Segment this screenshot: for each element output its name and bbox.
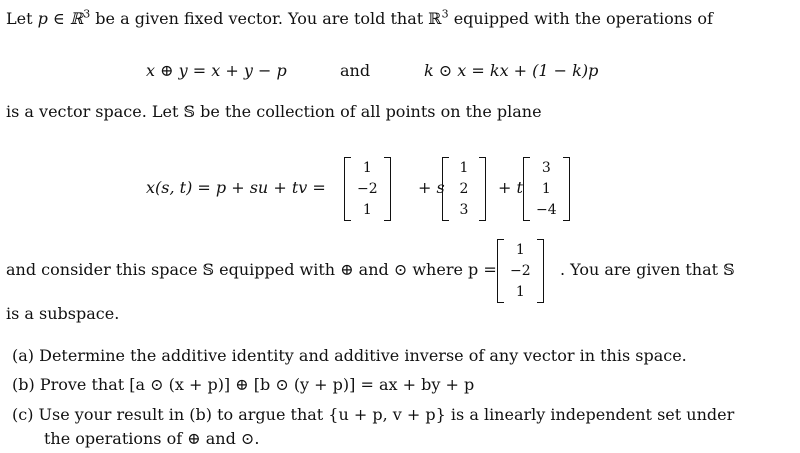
p-entry: 1 [362,160,372,176]
u-entry: 1 [459,160,469,176]
p-given-entry: −2 [510,263,531,279]
intro-rest2: equipped with the operations of [453,9,713,28]
plus-s: + s [418,178,445,197]
column-vector-p [344,157,391,221]
column-vector-u [442,157,486,221]
v-entry: 1 [541,181,551,197]
question-a: (a) Determine the additive identity and additive inverse of any vector in this space. [12,346,687,365]
p-entry: 1 [362,202,372,218]
consider-space-statement: and consider this space 𝕊 equipped with ⊕ and ⊙ where p = [6,260,497,279]
intro-p-in-r3: p ∈ ℝ [37,9,84,28]
v-entry: 3 [541,160,551,176]
intro-line: Let p ∈ ℝ$^3$ be a given fixed vector. You are told that ℝ$^3$ equipped with the operations of [6,7,713,28]
given-subspace-text: . You are given that 𝕊 [560,260,735,279]
question-b: (b) Prove that [a ⊙ (x + p)] ⊕ [b ⊙ (y + p)] = ax + by + p [12,375,475,394]
intro-let: Let [6,9,33,28]
question-c-line1: (c) Use your result in (b) to argue that {u + p, v + p} is a linearly independent set under [12,405,735,424]
question-c-line2: the operations of ⊕ and ⊙. [44,429,260,448]
column-vector-p-given [497,239,544,303]
p-entry: −2 [357,181,378,197]
v-entry: −4 [536,202,557,218]
subspace-statement: is a subspace. [6,304,120,323]
u-entry: 2 [459,181,469,197]
column-vector-v [523,157,570,221]
addition-definition: x ⊕ y = x + y − p [146,61,287,80]
plane-equation-lhs: x(s, t) = p + su + tv = [146,178,326,197]
intro-rest: be a given fixed vector. You are told that [95,9,424,28]
scalar-multiplication-definition: k ⊙ x = kx + (1 − k)p [424,61,599,80]
p-given-entry: 1 [515,242,525,258]
plus-t: + t [498,178,523,197]
p-given-entry: 1 [515,284,525,300]
vector-space-statement: is a vector space. Let 𝕊 be the collection of all points on the plane [6,102,542,121]
u-entry: 3 [459,202,469,218]
and-word: and [340,61,371,80]
intro-r3: ℝ [428,9,442,28]
